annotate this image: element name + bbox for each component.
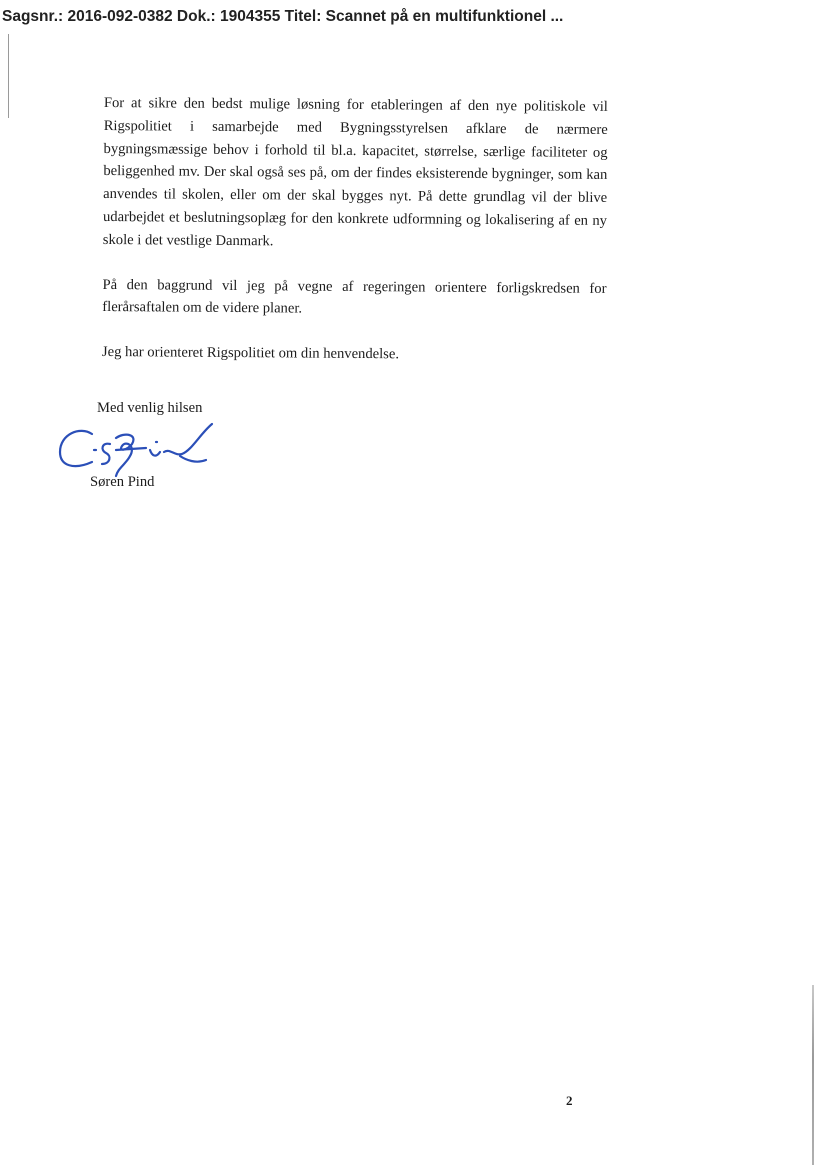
scan-edge-line — [8, 34, 9, 118]
scan-edge-line — [812, 985, 814, 1165]
signer-name: Søren Pind — [90, 474, 155, 490]
paragraph: Jeg har orienteret Rigspolitiet om din henvendelse. — [101, 344, 400, 363]
paragraph: På den baggrund vil jeg på vegne af regeringen orientere forligskredsen for flerårsaftalen om de videre planer. — [102, 276, 607, 317]
page-number: 2 — [566, 1093, 573, 1108]
closing-salutation: Med venlig hilsen — [97, 400, 203, 416]
signature-image — [52, 420, 222, 480]
letter-body — [102, 92, 608, 390]
paragraph: For at sikre den bedst mulige løsning for etableringen af den nye politiskole vil Rigspolitiet i samarbejde med Bygningsstyrelsen afklare de nærmere bygningsmæssige behov i forhold til bl.a. kapacitet, størrelse, særlige faciliteter og beliggenhed mv. Der skal også ses på, om der findes eksisterende bygninger, som kan anvendes til skolen, eller om der skal bygges nyt. På dette grundlag vil der blive udarbejdet et beslutningsoplæg for den konkrete udformning og lokalisering af en ny skole i det vestlige Danmark. — [102, 94, 608, 250]
document-header: Sagsnr.: 2016-092-0382 Dok.: 1904355 Titel: Scannet på en multifunktionel ... — [2, 8, 564, 25]
